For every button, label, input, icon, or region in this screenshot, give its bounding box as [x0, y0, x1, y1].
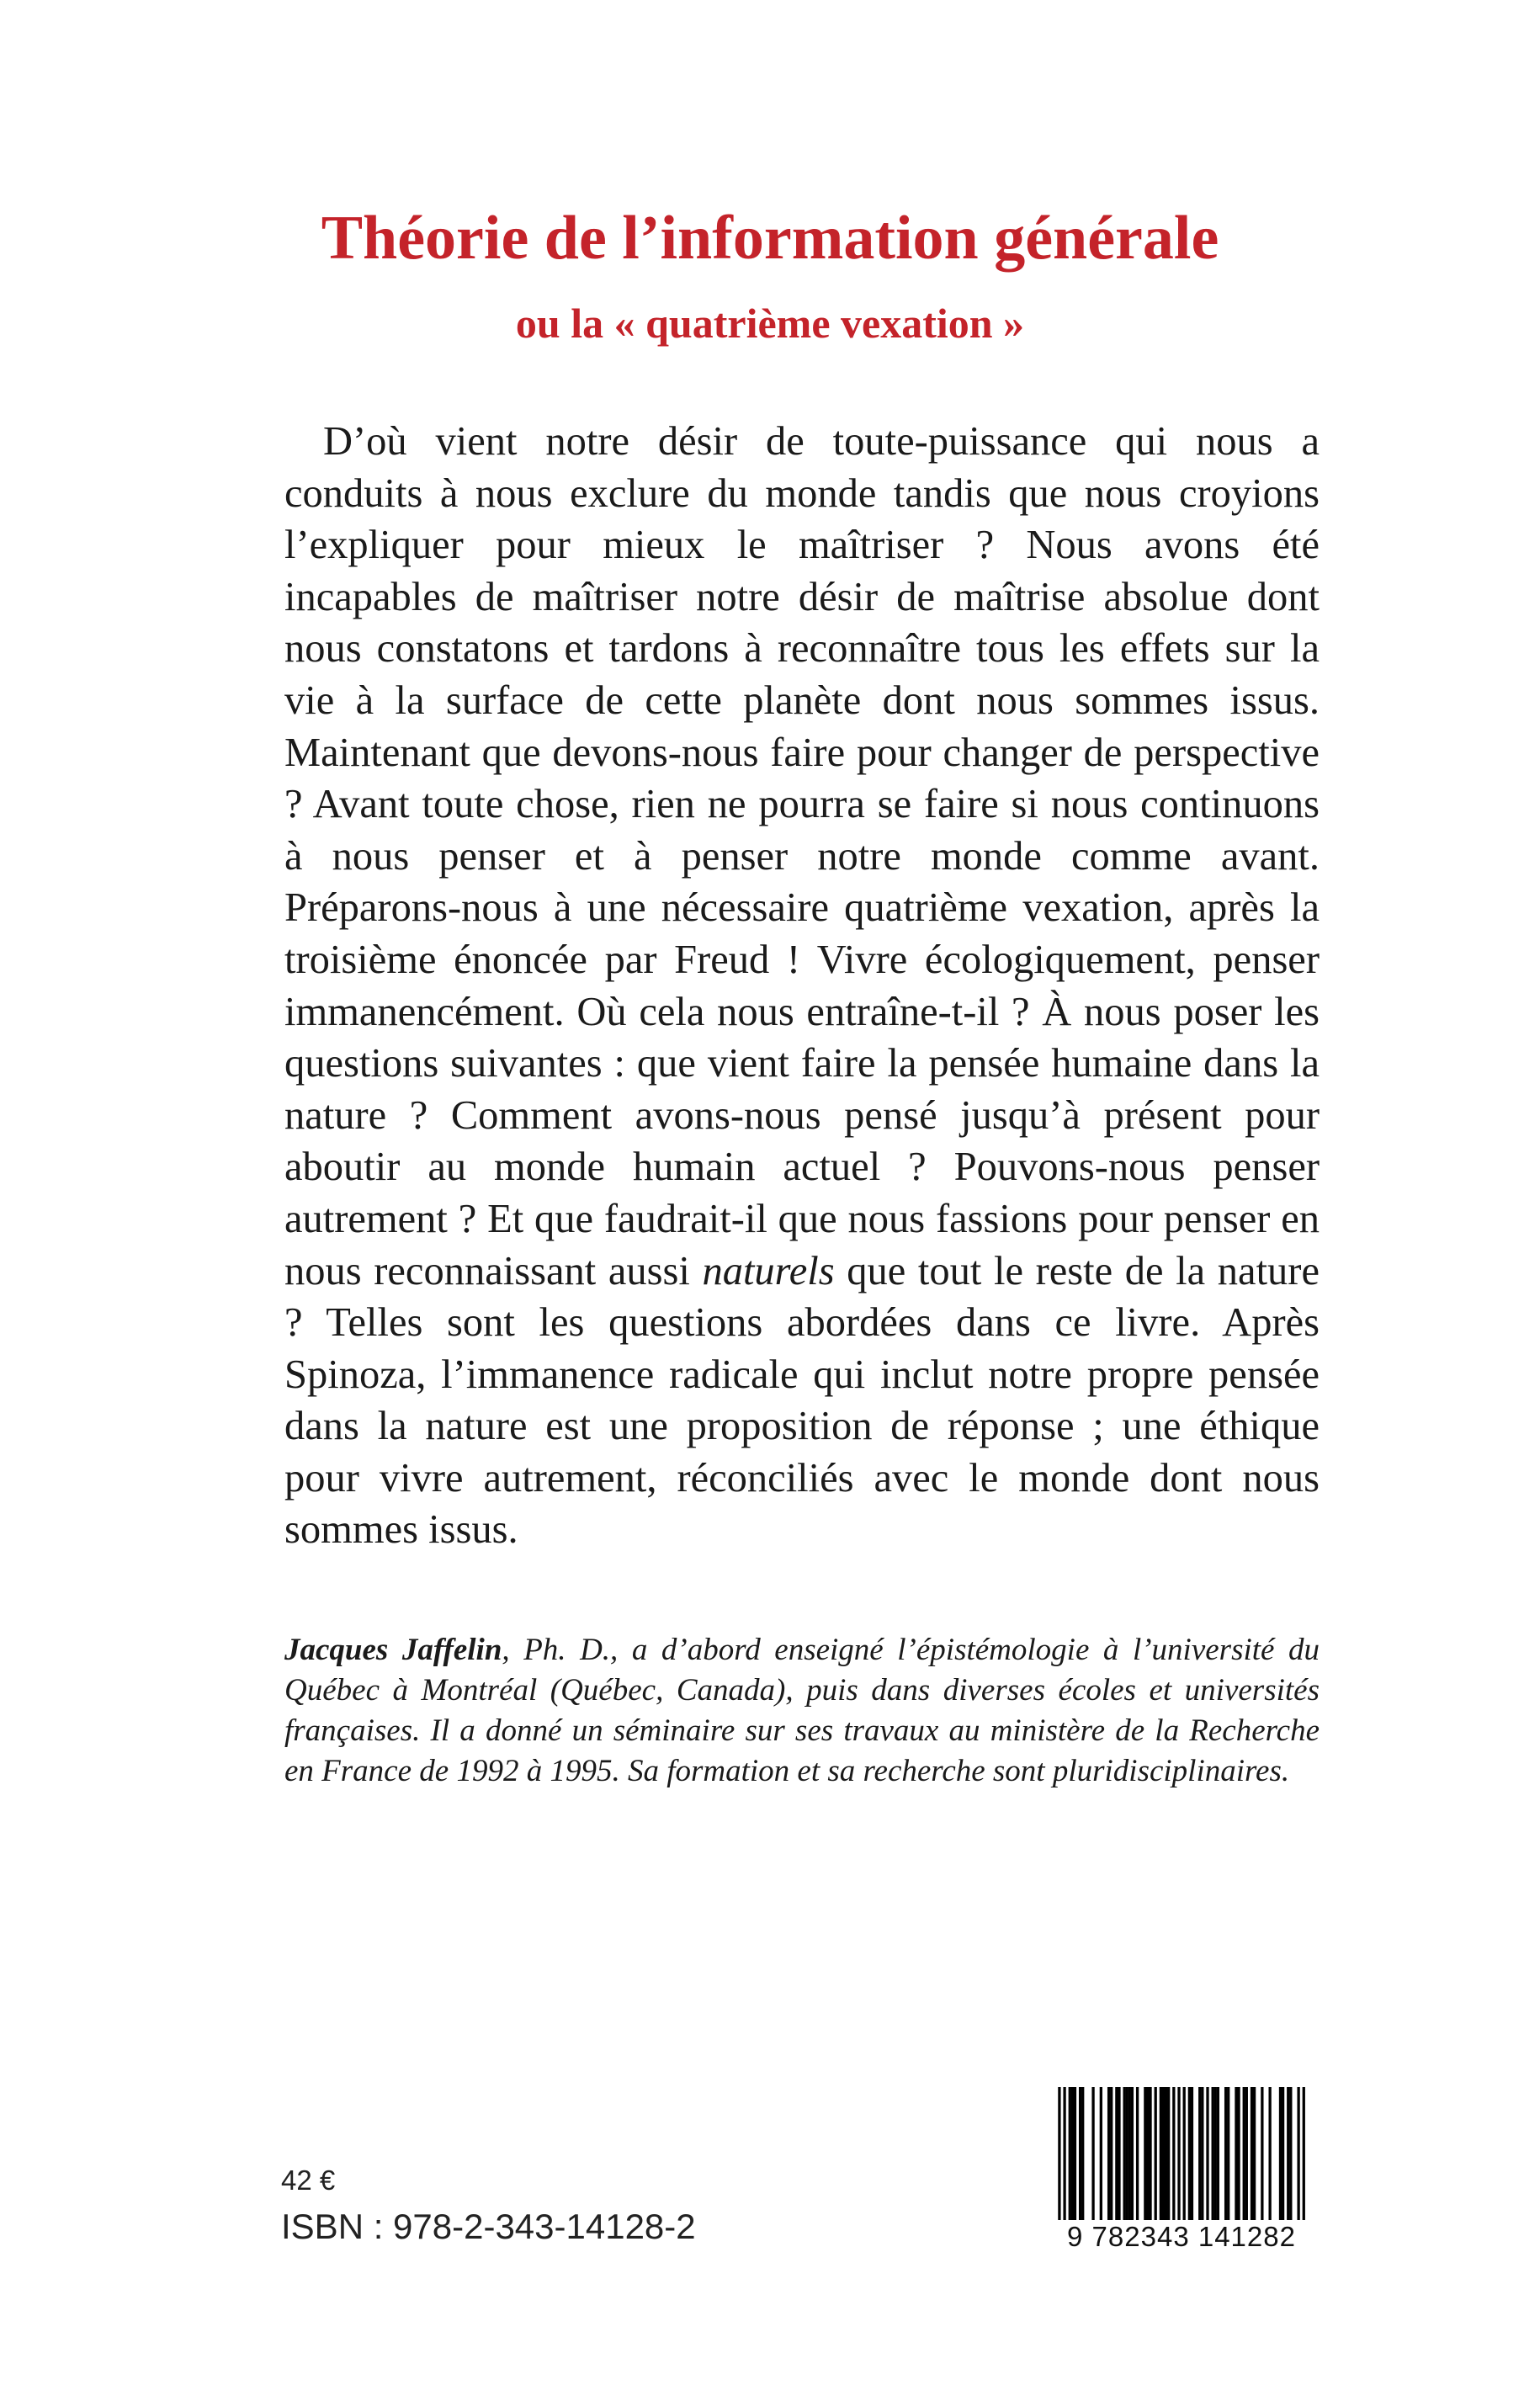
barcode-bar — [1282, 2087, 1284, 2220]
barcode-bar — [1146, 2087, 1149, 2220]
barcode-bars — [1050, 2087, 1313, 2220]
author-bio-text: , Ph. D., a d’abord enseigné l’épistémologie à l’université du Québec à Montréal (Québec, Canada), puis dans diverses écoles et universités françaises. Il a donné un séminaire sur ses travaux au ministère de la Recherche en France de 1992 à 1995. Sa formation et sa recherche sont pluridisciplinaires. — [284, 1633, 1320, 1788]
barcode-bar — [1091, 2087, 1094, 2220]
book-title: Théorie de l’information générale — [321, 204, 1219, 273]
barcode-bar — [1165, 2087, 1167, 2220]
barcode-bar — [1126, 2087, 1128, 2220]
barcode-bar — [1167, 2087, 1170, 2220]
barcode-bar — [1128, 2087, 1131, 2220]
book-subtitle: ou la « quatrième vexation » — [515, 300, 1025, 347]
barcode-bar — [1131, 2087, 1134, 2220]
barcode-bar — [1227, 2087, 1229, 2220]
blurb-text-part-2: que tout le reste de la nature ? Telles sont les questions abordées dans ce livre. Après Spinoza, l’immanence radicale qui inclut notre propre pensée dans la nature est une proposition de réponse ; une éthique pour vivre autrement, réconciliés avec le monde dont nous sommes issus. — [284, 1248, 1320, 1553]
barcode-bar — [1071, 2087, 1074, 2220]
barcode-bar — [1123, 2087, 1126, 2220]
barcode-bar — [1160, 2087, 1162, 2220]
barcode-bar — [1198, 2087, 1201, 2220]
blurb-text-part-1: D’où vient notre désir de toute-puissance qui nous a conduits à nous exclure du monde tandis que nous croyions l’expliquer pour mieux le maîtriser ? Nous avons été incapables de maîtriser notre désir de maîtrise absolue dont nous constatons et tardons à reconnaître tous les effets sur la vie à la surface de cette planète dont nous sommes issus. Maintenant que devons-nous faire pour changer de perspective ? Avant toute chose, rien ne pourra se faire si nous continuons à nous penser et à penser notre monde comme avant. Préparons-nous à une nécessaire quatrième vexation, après la troisième énoncée par Freud ! Vivre écologiquement, penser immanencément. Où cela nous entraîne-t-il ? À nous poser les questions suivantes : que vient faire la pensée humaine dans la nature ? Comment avons-nous pensé jusqu’à présent pour aboutir au monde humain actuel ? Pouvons-nous penser autrement ? Et que faudrait-il que nous fassions pour penser en nous reconnaissant aussi — [284, 419, 1320, 1293]
blurb-italic-word: naturels — [702, 1248, 835, 1293]
barcode-bar — [1217, 2087, 1219, 2220]
barcode-bar — [1172, 2087, 1175, 2220]
barcode-bar — [1162, 2087, 1165, 2220]
barcode-bar — [1245, 2087, 1248, 2220]
price-label: 42 € — [281, 2165, 336, 2196]
barcode-bar — [1206, 2087, 1208, 2220]
barcode-digits: 9 782343 141282 — [1050, 2220, 1313, 2254]
barcode-bar — [1235, 2087, 1237, 2220]
barcode-bar — [1079, 2087, 1081, 2220]
barcode-bar — [1069, 2087, 1071, 2220]
barcode-bar — [1100, 2087, 1102, 2220]
isbn-label: ISBN : 978-2-343-14128-2 — [281, 2207, 696, 2246]
barcode-bar — [1191, 2087, 1193, 2220]
barcode-bar — [1188, 2087, 1191, 2220]
barcode-bar — [1201, 2087, 1203, 2220]
blurb-paragraph — [284, 416, 1320, 1556]
barcode-bar — [1251, 2087, 1253, 2220]
barcode-bar — [1107, 2087, 1110, 2220]
barcode-bar — [1144, 2087, 1146, 2220]
barcode-bar — [1214, 2087, 1217, 2220]
barcode-bar — [1289, 2087, 1292, 2220]
barcode-bar — [1261, 2087, 1263, 2220]
barcode-bar — [1253, 2087, 1256, 2220]
barcode-bar — [1110, 2087, 1113, 2220]
barcode-bar — [1058, 2087, 1060, 2220]
barcode-bar — [1303, 2087, 1305, 2220]
barcode-bar — [1279, 2087, 1282, 2220]
barcode-bar — [1063, 2087, 1065, 2220]
author-name: Jacques Jaffelin — [284, 1633, 502, 1667]
author-bio — [284, 1630, 1320, 1792]
barcode-bar — [1287, 2087, 1289, 2220]
barcode-bar — [1212, 2087, 1214, 2220]
barcode-bar — [1224, 2087, 1227, 2220]
barcode-bar — [1297, 2087, 1299, 2220]
barcode-bar — [1115, 2087, 1118, 2220]
barcode-bar — [1268, 2087, 1271, 2220]
barcode-bar — [1136, 2087, 1139, 2220]
barcode-bar — [1118, 2087, 1120, 2220]
barcode-bar — [1074, 2087, 1076, 2220]
barcode-bar — [1081, 2087, 1084, 2220]
barcode-bar — [1177, 2087, 1180, 2220]
barcode-bar — [1183, 2087, 1186, 2220]
barcode-bar — [1237, 2087, 1240, 2220]
barcode-bar — [1155, 2087, 1157, 2220]
barcode-bar — [1149, 2087, 1151, 2220]
barcode-bar — [1243, 2087, 1245, 2220]
